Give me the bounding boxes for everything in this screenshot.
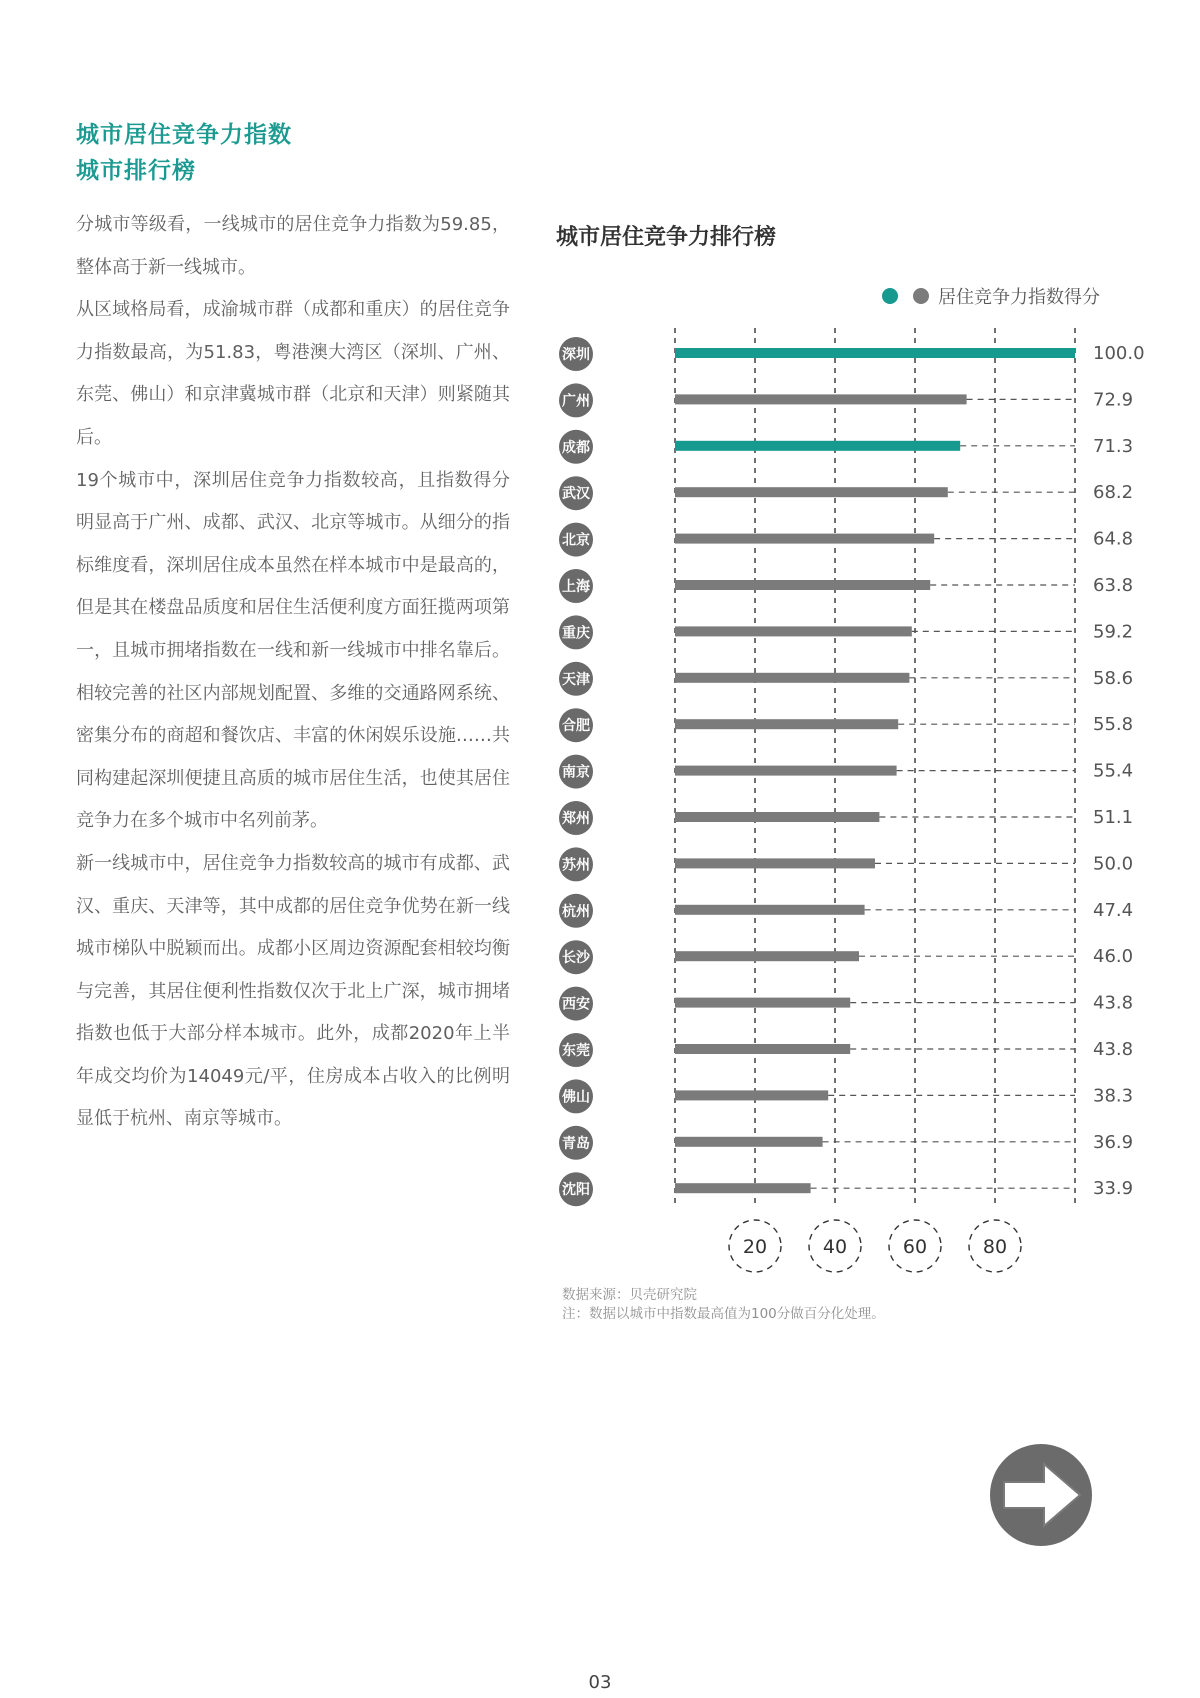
bar xyxy=(675,348,1075,358)
category-label: 武汉 xyxy=(562,486,590,503)
value-label: 55.8 xyxy=(1093,714,1134,736)
value-label: 64.8 xyxy=(1093,528,1134,550)
value-label: 55.4 xyxy=(1093,760,1134,782)
value-label: 63.8 xyxy=(1093,575,1134,596)
bar xyxy=(675,812,879,822)
legend-swatch-highlight xyxy=(882,288,898,304)
category-label: 西安 xyxy=(562,996,590,1013)
category-label: 沈阳 xyxy=(562,1182,590,1199)
arrow-right-icon xyxy=(990,1444,1092,1546)
x-tick-label: 60 xyxy=(902,1236,928,1258)
paragraph: 从区域格局看，成渝城市群（成都和重庆）的居住竞争力指数最高，为51.83，粤港澳大湾区（深圳、广州、东莞、佛山）和京津冀城市群（北京和天津）则紧随其后。 xyxy=(76,299,510,448)
bar xyxy=(675,766,897,776)
section-title: 城市居住竞争力指数 xyxy=(76,122,292,148)
bar xyxy=(675,626,912,636)
category-label: 成都 xyxy=(562,439,590,456)
x-tick-label: 80 xyxy=(982,1236,1008,1258)
value-label: 59.2 xyxy=(1093,621,1134,643)
note-text: 注：数据以城市中指数最高值为100分做百分化处理。 xyxy=(562,1306,885,1322)
category-label: 天津 xyxy=(562,671,590,688)
bar xyxy=(675,580,930,590)
category-label: 佛山 xyxy=(562,1089,590,1106)
value-label: 51.1 xyxy=(1093,807,1134,828)
paragraph: 19个城市中，深圳居住竞争力指数较高，且指数得分明显高于广州、成都、武汉、北京等城市。从细分的指标维度看，深圳居住成本虽然在样本城市中是最高的，但是其在楼盘品质度和居住生活便利度方面狂揽两项第一，且城市拥堵指数在一线和新一线城市中排名靠后。相较完善的社区内部规划配置、多维的交通路网系统、密集分布的商超和餐饮店、丰富的休闲娱乐设施……共同构建起深圳便捷且高质的城市居住生活，也使其居住竞争力在多个城市中名列前茅。 xyxy=(76,469,510,832)
bar xyxy=(675,394,967,404)
bar xyxy=(675,673,909,683)
category-label: 长沙 xyxy=(562,950,590,967)
bar xyxy=(675,1183,811,1193)
bar xyxy=(675,441,960,451)
bar xyxy=(675,951,859,961)
category-label: 杭州 xyxy=(562,903,590,920)
value-label: 68.2 xyxy=(1093,482,1134,504)
bar xyxy=(675,719,898,729)
value-label: 100.0 xyxy=(1093,343,1145,364)
value-label: 71.3 xyxy=(1093,435,1134,457)
category-label: 重庆 xyxy=(562,625,590,642)
bar xyxy=(675,1137,823,1147)
x-tick-label: 40 xyxy=(822,1236,848,1258)
category-label: 南京 xyxy=(562,764,590,781)
category-label: 深圳 xyxy=(562,347,590,363)
bar xyxy=(675,858,875,868)
bar xyxy=(675,1044,850,1054)
value-label: 38.3 xyxy=(1093,1085,1134,1107)
value-label: 72.9 xyxy=(1093,389,1134,411)
page-number: 03 xyxy=(588,1672,612,1693)
bar xyxy=(675,998,850,1008)
chart-title: 城市居住竞争力排行榜 xyxy=(556,225,777,250)
source-note xyxy=(562,1286,885,1324)
section-subtitle: 城市排行榜 xyxy=(76,158,196,184)
value-label: 50.0 xyxy=(1093,853,1134,875)
bar xyxy=(675,534,934,544)
x-tick-label: 20 xyxy=(742,1236,768,1258)
value-label: 33.9 xyxy=(1093,1178,1134,1200)
value-label: 36.9 xyxy=(1093,1131,1134,1153)
value-label: 43.8 xyxy=(1093,992,1134,1014)
legend-swatch-default xyxy=(913,288,929,304)
category-label: 合肥 xyxy=(562,718,590,735)
next-page-button[interactable] xyxy=(990,1444,1092,1546)
paragraph: 分城市等级看，一线城市的居住竞争力指数为59.85，整体高于新一线城市。 xyxy=(76,214,510,278)
value-label: 47.4 xyxy=(1093,899,1134,921)
paragraph: 新一线城市中，居住竞争力指数较高的城市有成都、武汉、重庆、天津等，其中成都的居住竞争优势在新一线城市梯队中脱颖而出。成都小区周边资源配套相较均衡与完善，其居住便利性指数仅次于北上广深，城市拥堵指数也低于大部分样本城市。此外，成都2020年上半年成交均价为14049元/平，住房成本占收入的比例明显低于杭州、南京等城市。 xyxy=(76,852,510,1130)
category-label: 苏州 xyxy=(562,857,590,874)
source-text: 数据来源：贝壳研究院 xyxy=(562,1287,697,1303)
category-label: 郑州 xyxy=(562,811,590,827)
category-label: 青岛 xyxy=(562,1135,590,1152)
value-label: 46.0 xyxy=(1093,946,1134,968)
value-label: 58.6 xyxy=(1093,667,1134,689)
bar xyxy=(675,1090,828,1100)
value-label: 43.8 xyxy=(1093,1039,1134,1060)
category-label: 广州 xyxy=(562,393,590,410)
bar xyxy=(675,487,948,497)
bar xyxy=(675,905,865,915)
category-label: 北京 xyxy=(562,532,590,549)
category-label: 上海 xyxy=(562,579,590,595)
legend-label: 居住竞争力指数得分 xyxy=(938,287,1100,308)
category-label: 东莞 xyxy=(562,1043,590,1059)
